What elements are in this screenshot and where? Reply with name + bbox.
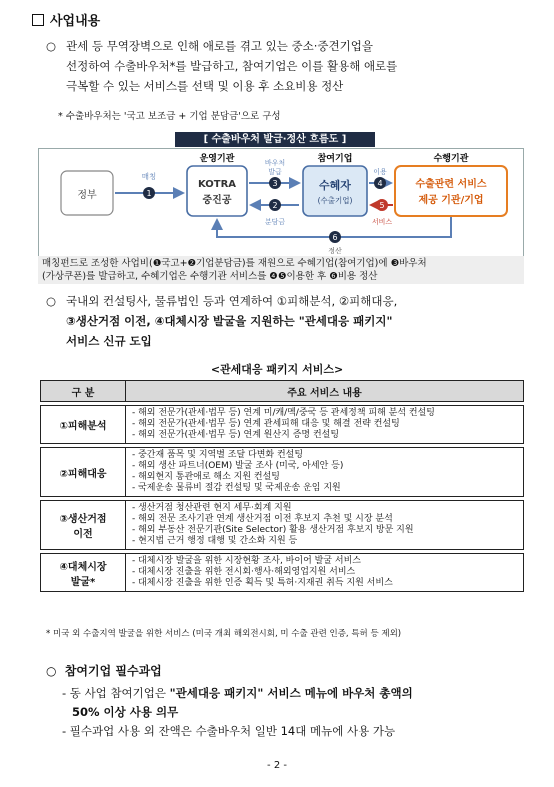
num-2: 2 bbox=[272, 201, 278, 210]
para2-line: 서비스 신규 도입 bbox=[66, 334, 152, 348]
row-label: ①피해분석 bbox=[41, 406, 126, 444]
table-row bbox=[41, 554, 524, 592]
service-table bbox=[40, 380, 524, 592]
para1-line: 관세 등 무역장벽으로 인해 애로를 겪고 있는 중소·중견기업을 bbox=[66, 39, 373, 53]
section2-body: - 동 사업 참여기업은 "관세대응 패키지" 서비스 메뉴에 바우처 총액의 50% 이상 사용 의무 - 필수과업 사용 외 잔액은 수출바우처 일반 14대 메뉴에 사용 가능 bbox=[62, 686, 413, 738]
op-box-line1: KOTRA bbox=[197, 179, 237, 190]
para2-line: ③생산거점 이전, ④대체시장 발굴을 지원하는 "관세대응 패키지" bbox=[66, 314, 393, 328]
sp-box-line2: 제공 기관/기업 bbox=[418, 195, 484, 206]
arrow-1-label: 매칭 bbox=[141, 172, 157, 181]
arrow-5-label: 서비스 bbox=[371, 218, 393, 226]
num-3: 3 bbox=[272, 179, 278, 188]
sp-label: 수행기관 bbox=[433, 154, 469, 164]
flow-caption: 매칭펀드로 조성한 사업비(❶국고+❷기업분담금)를 재원으로 수혜기업(참여기업)에 ❸바우처 (가상쿠폰)를 발급하고, 수혜기업은 수행기관 서비스를 ❹❺이용한 후 ❻비용 정산 bbox=[38, 256, 524, 284]
row-label: ④대체시장 발굴* bbox=[41, 554, 126, 592]
arrow-3-label: 바우처 bbox=[264, 159, 286, 167]
row-content: - 생산거점 청산관련 현지 세무·회계 지원 - 해외 전문 조사기관 연계 생산거점 이전 후보지 추천 및 시장 분석 - 해외 부동산 전문기관(Site Selector) 활용 생산거점 후보지 방문 지원 - 현지법 근거 행정 대행 및 간소화 지원 등 bbox=[126, 501, 524, 550]
para2-line: 국내외 컨설팅사, 물류법인 등과 연계하여 ①피해분석, ②피해대응, bbox=[66, 294, 398, 308]
para1-line: 선정하여 수출바우처*를 발급하고, 참여기업은 이를 활용해 애로를 bbox=[66, 59, 398, 73]
table-header-row bbox=[41, 381, 524, 402]
row-content: - 대체시장 발굴을 위한 시장현황 조사, 바이어 발굴 서비스 - 대체시장 진출을 위한 전시회·행사·해외영업지원 서비스 - 대체시장 진출을 위한 인증 획득 및 특허·지재권 취득 지원 서비스 bbox=[126, 554, 524, 592]
op-label: 운영기관 bbox=[199, 154, 235, 164]
num-1: 1 bbox=[146, 189, 152, 198]
para1-line: 극복할 수 있는 서비스를 선택 및 이용 후 소요비용 정산 bbox=[66, 79, 344, 93]
part-label: 참여기업 bbox=[317, 154, 353, 164]
section-title: 사업내용 bbox=[32, 10, 100, 29]
table-row bbox=[41, 406, 524, 444]
op-box-line2: 중진공 bbox=[202, 195, 232, 206]
arrow-6-label: 정산 bbox=[328, 247, 342, 255]
sp-box-line1: 수출관련 서비스 bbox=[415, 179, 487, 190]
arrow-3-label2: 발급 bbox=[268, 168, 282, 176]
table-row bbox=[41, 448, 524, 497]
num-6: 6 bbox=[332, 233, 338, 242]
checkbox-square-icon bbox=[32, 14, 44, 26]
voucher-note: * 수출바우처는 '국고 보조금 + 기업 분담금'으로 구성 bbox=[58, 111, 281, 122]
table-note: * 미국 외 수출지역 발굴을 위한 서비스 (미국 개최 해외전시회, 미 수출 관련 인증, 특허 등 제외) bbox=[46, 629, 402, 639]
para1: ○ 관세 등 무역장벽으로 인해 애로를 겪고 있는 중소·중견기업을 선정하여 수출바우처*를 발급하고, 참여기업은 이를 활용해 애로를 극복할 수 있는 서비스를 선택 및 이용 후 소요비용 정산 bbox=[46, 36, 526, 96]
row-content: - 해외 전문가(관세·법무 등) 연계 미/캐/멕/중국 등 관세정책 피해 분석 컨설팅 - 해외 전문가(관세·법무 등) 연계 관세피해 대응 및 해결 전략 컨설팅 - 해외 전문가(관세·법무 등) 연계 원산지 증명 컨설팅 bbox=[126, 406, 524, 444]
num-4: 4 bbox=[377, 179, 383, 188]
flow-title: [ 수출바우처 발급·정산 흐름도 ] bbox=[175, 132, 375, 147]
header-category: 구 분 bbox=[41, 381, 126, 402]
para2: ○ 국내외 컨설팅사, 물류법인 등과 연계하여 ①피해분석, ②피해대응, ③생산거점 이전, ④대체시장 발굴을 지원하는 "관세대응 패키지" 서비스 신규 도입 bbox=[46, 291, 532, 351]
arrow-2-label: 분담금 bbox=[264, 218, 286, 226]
header-content: 주요 서비스 내용 bbox=[126, 381, 524, 402]
num-5: 5 bbox=[379, 201, 385, 210]
section2-title: ○ 참여기업 필수과업 bbox=[46, 664, 162, 678]
row-content: - 중간재 품목 및 지역별 조달 다변화 컨설팅 - 해외 생산 파트너(OEM) 발굴 조사 (미국, 아세안 등) - 해외현지 통관애로 해소 지원 컨설팅 - 국제운송 물류비 절감 컨설팅 및 국제운송 운임 지원 bbox=[126, 448, 524, 497]
op-box bbox=[187, 166, 247, 216]
part-box-line2: (수출기업) bbox=[317, 196, 353, 205]
part-box-line1: 수혜자 bbox=[319, 179, 351, 192]
sp-box bbox=[395, 166, 507, 216]
flow-diagram bbox=[38, 148, 524, 258]
table-row bbox=[41, 501, 524, 550]
row-label: ②피해대응 bbox=[41, 448, 126, 497]
gov-label: 정부 bbox=[77, 190, 97, 201]
arrow-4-label: 이용 bbox=[373, 168, 387, 176]
table-title: <관세대응 패키지 서비스> bbox=[210, 363, 344, 376]
row-label: ③생산거점 이전 bbox=[41, 501, 126, 550]
page-number: - 2 - bbox=[267, 760, 287, 771]
